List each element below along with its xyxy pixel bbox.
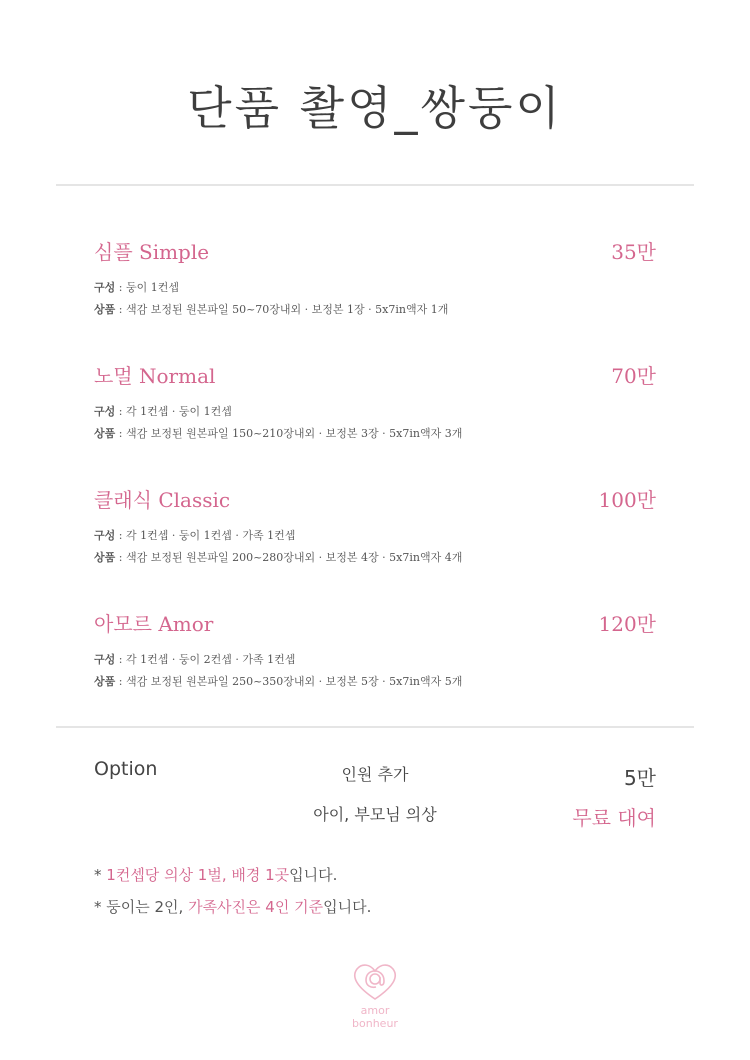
note-prefix: * xyxy=(94,866,107,884)
package-price: 35만 xyxy=(611,240,656,264)
package-amor xyxy=(94,608,656,689)
composition-value: : 각 1컨셉 · 둥이 2컨셉 · 가족 1컨셉 xyxy=(115,653,296,666)
note-highlight: 1컨셉당 의상 1벌, 배경 1곳 xyxy=(106,866,290,884)
composition-value: : 각 1컨셉 · 둥이 1컨셉 xyxy=(115,405,232,418)
package-product xyxy=(94,549,656,565)
package-price: 120만 xyxy=(598,612,656,636)
option-item: 인원 추가 xyxy=(341,765,409,784)
divider-bottom xyxy=(56,726,694,728)
page-title: 단품 촬영_쌍둥이 xyxy=(187,81,563,135)
composition-key: 구성 xyxy=(94,281,116,294)
composition-key: 구성 xyxy=(94,653,116,666)
composition-value: : 각 1컨셉 · 둥이 1컨셉 · 가족 1컨셉 xyxy=(115,529,296,542)
option-item: 아이, 부모님 의상 xyxy=(313,805,437,824)
package-normal xyxy=(94,360,656,441)
note-suffix: 입니다. xyxy=(289,866,338,884)
note-highlight: 가족사진은 4인 기준 xyxy=(188,898,324,916)
package-classic xyxy=(94,484,656,565)
option-label: Option xyxy=(94,758,158,780)
logo-text-line1: amor xyxy=(360,1004,390,1017)
divider-top xyxy=(56,184,694,186)
composition-value: : 둥이 1컨셉 xyxy=(115,281,179,294)
product-key: 상품 xyxy=(94,427,116,440)
product-value: : 색감 보정된 원본파일 250~350장내외 · 보정본 5장 · 5x7in액자 5개 xyxy=(115,675,463,688)
package-name: 클래식 Classic xyxy=(94,488,231,512)
logo-text-line2: bonheur xyxy=(352,1017,398,1030)
package-composition xyxy=(94,651,656,667)
note-suffix: 입니다. xyxy=(323,898,372,916)
brand-logo xyxy=(345,955,405,1035)
heart-at-logo-icon xyxy=(345,955,405,1035)
package-composition xyxy=(94,279,656,295)
product-value: : 색감 보정된 원본파일 150~210장내외 · 보정본 3장 · 5x7in액자 3개 xyxy=(115,427,463,440)
package-name: 심플 Simple xyxy=(94,240,210,264)
package-name: 노멀 Normal xyxy=(94,364,216,388)
note-line xyxy=(94,864,337,885)
package-composition xyxy=(94,527,656,543)
package-price: 70만 xyxy=(611,364,656,388)
option-value: 5만 xyxy=(623,766,656,790)
product-key: 상품 xyxy=(94,303,116,316)
product-value: : 색감 보정된 원본파일 200~280장내외 · 보정본 4장 · 5x7in액자 4개 xyxy=(115,551,463,564)
package-simple xyxy=(94,236,656,317)
package-name: 아모르 Amor xyxy=(94,612,214,636)
note-line xyxy=(94,896,371,917)
product-value: : 색감 보정된 원본파일 50~70장내외 · 보정본 1장 · 5x7in액자 1개 xyxy=(115,303,449,316)
product-key: 상품 xyxy=(94,675,116,688)
package-composition xyxy=(94,403,656,419)
note-prefix: * 둥이는 2인, xyxy=(94,898,189,916)
package-product xyxy=(94,673,656,689)
package-price: 100만 xyxy=(598,488,656,512)
composition-key: 구성 xyxy=(94,405,116,418)
composition-key: 구성 xyxy=(94,529,116,542)
product-key: 상품 xyxy=(94,551,116,564)
package-product xyxy=(94,301,656,317)
package-product xyxy=(94,425,656,441)
option-value: 무료 대여 xyxy=(572,806,656,830)
